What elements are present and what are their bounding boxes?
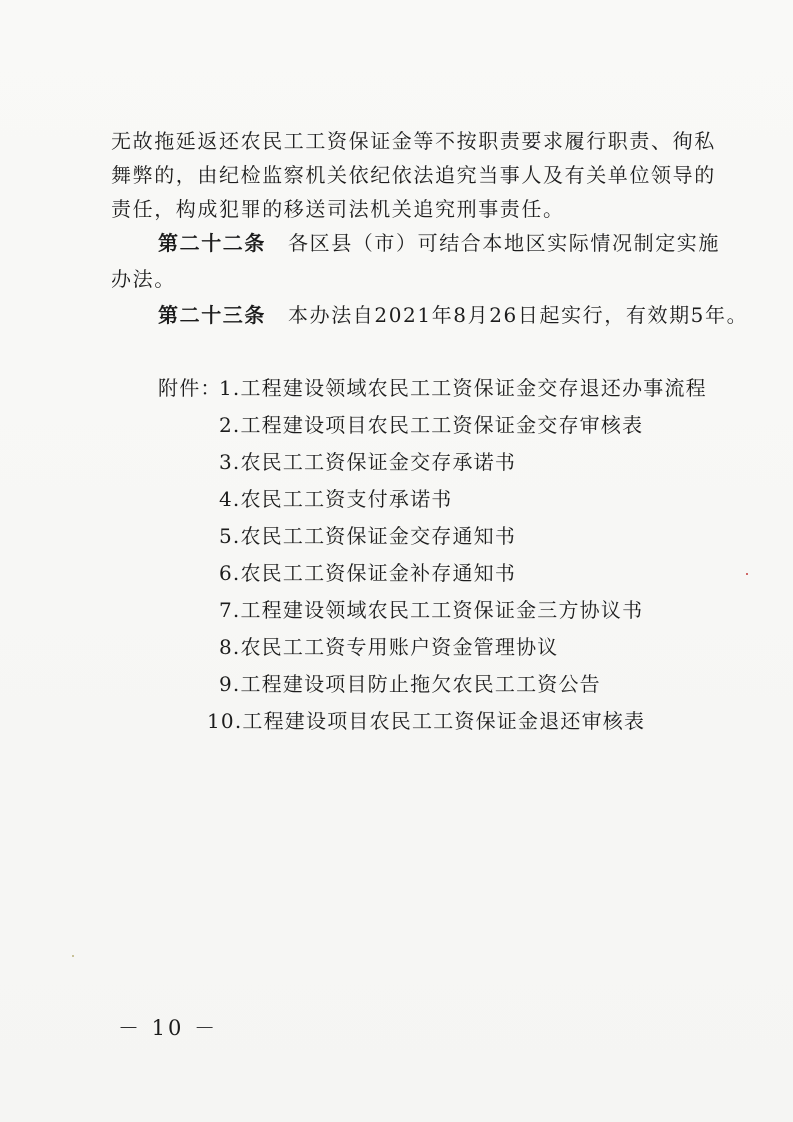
article-23-text: 本办法自2021年8月26日起实行，有效期5年。	[288, 303, 749, 327]
attachment-item: 10.工程建设项目农民工工资保证金退还审核表	[207, 709, 646, 733]
attachment-item: 6.农民工工资保证金补存通知书	[219, 561, 517, 585]
paragraph-line: 无故拖延返还农民工工资保证金等不按职责要求履行职责、徇私	[111, 129, 716, 153]
attachment-item: 2.工程建设项目农民工工资保证金交存审核表	[219, 413, 644, 437]
attachment-item: 1.工程建设领域农民工工资保证金交存退还办事流程	[219, 376, 707, 400]
article-22	[158, 230, 720, 256]
attachment-item: 3.农民工工资保证金交存承诺书	[219, 450, 517, 474]
attachment-item: 7.工程建设领域农民工工资保证金三方协议书	[219, 598, 644, 622]
scan-speck	[72, 955, 74, 957]
attachment-item: 4.农民工工资支付承诺书	[219, 487, 453, 511]
article-23-title: 第二十三条	[158, 303, 266, 327]
paragraph-line: 责任，构成犯罪的移送司法机关追究刑事责任。	[111, 197, 565, 221]
paragraph-line: 舞弊的，由纪检监察机关依纪依法追究当事人及有关单位领导的	[111, 163, 716, 187]
scan-speck	[746, 573, 748, 575]
page-number: － 10 －	[118, 1016, 219, 1040]
attachment-item: 9.工程建设项目防止拖欠农民工工资公告	[219, 672, 601, 696]
article-23	[158, 302, 748, 328]
attachment-item: 5.农民工工资保证金交存通知书	[219, 524, 517, 548]
attachment-item: 8.农民工工资专用账户资金管理协议	[219, 635, 559, 659]
attachments-label: 附件：	[158, 376, 222, 400]
article-22-title: 第二十二条	[158, 231, 266, 255]
article-22-text: 各区县（市）可结合本地区实际情况制定实施	[288, 231, 720, 255]
article-22-continuation: 办法。	[111, 267, 176, 291]
